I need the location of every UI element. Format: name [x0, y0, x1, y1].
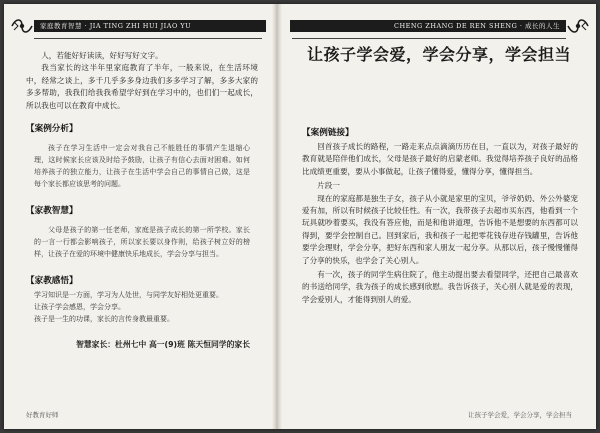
intro-paragraph: 人，若能好好读读，好好写好文字。 [41, 51, 163, 60]
analysis-text: 孩子在学习生活中一定会对我自己不能胜任的事情产生退缩心理，这时候家长应该及时给予鼓励，让孩子有信心去面对困难。如何培养孩子的独立能力，让孩子在生活中学会自己的事情自己做，这是每个家长都应该思考的问题。 [34, 144, 250, 189]
header-band: 家庭教育智慧 · JIA TING ZHI HUI JIAO YU [34, 20, 266, 32]
header-rule [34, 38, 262, 39]
section-title-reflection: 【家教感悟】 [26, 276, 78, 287]
right-footer: 让孩子学会爱，学会分享，学会担当 [468, 411, 572, 419]
header-rule [292, 38, 566, 39]
body-paragraph: 有一次，孩子的同学生病住院了，他主动提出要去看望同学，还把自己最喜欢的书送给同学，我为孩子的成长感到欣慰。我告诉孩子，关心别人就是爱的表现，学会爱别人，才能得到别人的爱。 [302, 270, 578, 304]
reflection-line: 孩子是一生的功课，家长的言传身教最重要。 [34, 315, 174, 324]
body-paragraph: 回首孩子成长的路程，一路走来点点滴滴历历在目，一直以为，对孩子最好的教育就是陪伴他们成长，父母是孩子最好的启蒙老师。我觉得培养孩子良好的品格比成绩更重要，要从小事做起，让孩子懂得爱，懂得分享，懂得担当。 [302, 142, 578, 176]
book-spread [4, 4, 596, 429]
book-gutter [272, 4, 282, 429]
left-footer: 好教育好师 [26, 411, 59, 419]
intro-paragraph: 我当家长的这半年里家庭教育了半年，一般来说，在生活环境中，经常之谈上，多千几乎多多身边我们多多学习了解，多多大家的多多帮助，我我们给我我希望学好到在学习中的，也们们一起成长，所以我也可以在教育中成长。 [26, 63, 258, 110]
left-header [10, 16, 266, 36]
left-body [26, 50, 258, 350]
left-page [4, 4, 272, 429]
page-title: 让孩子学会爱，学会分享，学会担当 [306, 45, 571, 64]
signature: 智慧家长：杜州七中 高一(9)班 陈天恒同学的家长 [76, 340, 250, 350]
ornament-icon [10, 16, 34, 36]
reflection-lines [26, 289, 258, 325]
ornament-icon [566, 16, 590, 36]
right-header [290, 16, 590, 36]
fragment-label: 片段一 [317, 181, 340, 191]
right-page [282, 4, 596, 429]
reflection-line: 让孩子学会感恩，学会分享。 [34, 303, 125, 312]
section-title-analysis: 【案例分析】 [26, 124, 78, 135]
right-body [302, 126, 578, 308]
body-paragraph: 现在的家庭都是独生子女，孩子从小就是家里的宝贝，爷爷奶奶、外公外婆宠爱有加，所以有时候孩子比较任性。有一次，我带孩子去超市买东西，他看到一个玩具就吵着要买，我没有答应他，而是和他讲道理，告诉他不是想要的东西都可以得到，要学会控制自己。回到家后，我和孩子一起把零花钱存进存钱罐里，告诉他要学会理财，学会分享，把好东西和家人朋友一起分享。从那以后，孩子慢慢懂得了分享的快乐，也学会了关心别人。 [302, 193, 578, 265]
header-band: CHENG ZHANG DE REN SHENG · 成长的人生 [290, 20, 566, 32]
section-title-wisdom: 【家教智慧】 [26, 206, 78, 217]
wisdom-text: 父母是孩子的第一任老师，家庭是孩子成长的第一所学校。家长的一言一行都会影响孩子，所以家长要以身作则，给孩子树立好的榜样，让孩子在爱的环境中健康快乐地成长，学会分享与担当。 [34, 226, 250, 259]
reflection-line: 学习知识是一方面，学习为人处世，与同学友好相处更重要。 [34, 291, 223, 300]
section-title-case: 【案例链接】 [302, 128, 354, 138]
